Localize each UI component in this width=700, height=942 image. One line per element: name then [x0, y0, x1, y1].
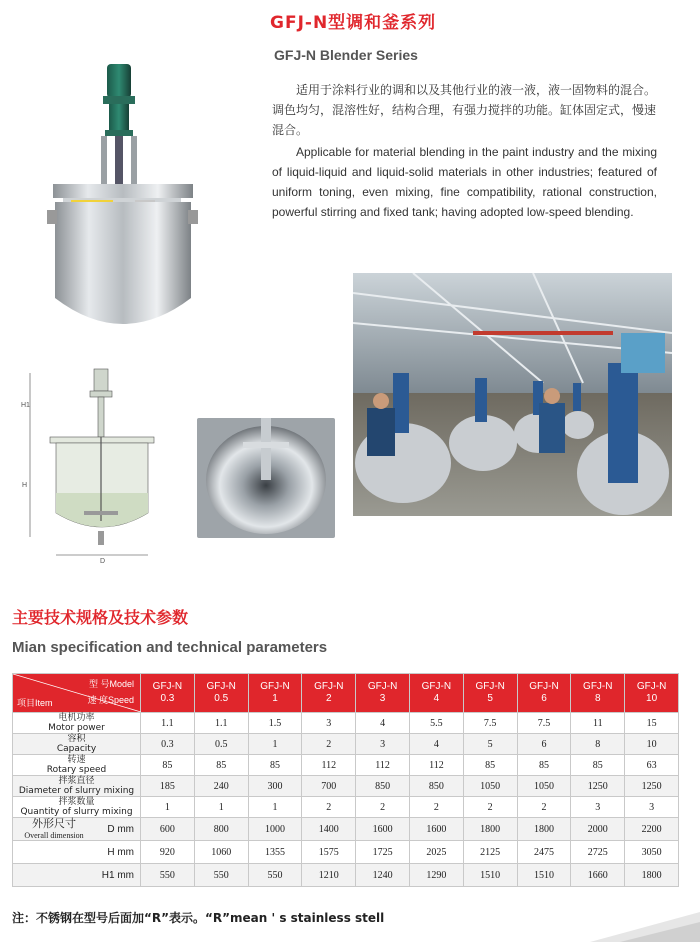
- table-cell: 85: [463, 755, 517, 776]
- table-row: [13, 797, 679, 818]
- description-english: Applicable for material blending in the paint industry and the mixing of liquid-liquid and liquid-solid materials in other industries; featured of uniform toning, even mixing, fine compatibility, rational construction, powerful stirring and fixed tank; having adopted low-speed blending.: [272, 145, 657, 219]
- corner-decoration: [590, 912, 700, 942]
- table-cell: 2: [356, 797, 410, 818]
- table-cell: 800: [194, 818, 248, 841]
- spec-title-english: Mian specification and technical parameters: [12, 639, 328, 656]
- table-cell: 1: [194, 797, 248, 818]
- table-cell: 85: [517, 755, 571, 776]
- row-label: 容积 Capacity: [13, 734, 141, 755]
- table-cell: 2475: [517, 841, 571, 864]
- description-chinese: 适用于涂料行业的调和以及其他行业的液一液，液一固物料的混合。调色均匀，混溶性好，结构合理，有强力搅拌的功能。缸体固定式，慢速混合。: [272, 83, 657, 137]
- table-cell: 1250: [571, 776, 625, 797]
- table-cell: 1575: [302, 841, 356, 864]
- table-cell: 0.5: [194, 734, 248, 755]
- table-cell: 4: [409, 734, 463, 755]
- dim-label-d: D: [100, 558, 106, 565]
- table-cell: 1060: [194, 841, 248, 864]
- table-cell: 1: [141, 797, 195, 818]
- table-cell: 7.5: [463, 713, 517, 734]
- table-cell: 5.5: [409, 713, 463, 734]
- row-label: 转速 Rotary speed: [13, 755, 141, 776]
- spec-table: [12, 673, 679, 887]
- row-label: 电机功率 Motor power: [13, 713, 141, 734]
- page-subtitle: GFJ-N Blender Series: [274, 47, 418, 63]
- table-cell: 11: [571, 713, 625, 734]
- table-cell: 1290: [409, 864, 463, 887]
- table-cell: 2: [409, 797, 463, 818]
- table-cell: 1: [248, 734, 302, 755]
- table-cell: 240: [194, 776, 248, 797]
- table-cell: 185: [141, 776, 195, 797]
- table-cell: 1400: [302, 818, 356, 841]
- table-row: [13, 841, 679, 864]
- table-row: [13, 864, 679, 887]
- table-cell: 2: [463, 797, 517, 818]
- table-cell: 3: [571, 797, 625, 818]
- table-cell: 1600: [356, 818, 410, 841]
- table-cell: 2200: [625, 818, 679, 841]
- table-cell: 8: [571, 734, 625, 755]
- table-cell: 1510: [463, 864, 517, 887]
- table-cell: 85: [248, 755, 302, 776]
- tank-interior-photo: [197, 418, 335, 538]
- dim-unit-h: H mm: [107, 846, 134, 858]
- table-cell: 1800: [463, 818, 517, 841]
- model-header: GFJ-N 5: [463, 674, 517, 713]
- corner-model-label: 型 号Model: [88, 679, 134, 689]
- table-cell: 0.3: [141, 734, 195, 755]
- dim-unit-d: D mm: [107, 823, 134, 835]
- table-cell: 112: [302, 755, 356, 776]
- table-cell: 10: [625, 734, 679, 755]
- table-cell: 1210: [302, 864, 356, 887]
- table-cell: 4: [356, 713, 410, 734]
- table-cell: 1660: [571, 864, 625, 887]
- table-cell: 1240: [356, 864, 410, 887]
- table-cell: 1510: [517, 864, 571, 887]
- table-cell: 300: [248, 776, 302, 797]
- table-cell: 1250: [625, 776, 679, 797]
- table-cell: 5: [463, 734, 517, 755]
- table-header-row: [13, 674, 679, 713]
- table-cell: 2000: [571, 818, 625, 841]
- table-cell: 2: [302, 797, 356, 818]
- table-cell: 550: [248, 864, 302, 887]
- table-cell: 112: [409, 755, 463, 776]
- table-cell: 2725: [571, 841, 625, 864]
- footnote: 注：不锈钢在型号后面加“R”表示。“R”mean ' s stainless stell: [12, 911, 385, 925]
- table-cell: 1000: [248, 818, 302, 841]
- table-cell: 550: [194, 864, 248, 887]
- table-cell: 1050: [517, 776, 571, 797]
- dim-label-h1: H1: [21, 402, 30, 409]
- table-cell: 2025: [409, 841, 463, 864]
- table-cell: 7.5: [517, 713, 571, 734]
- model-header: GFJ-N 3: [356, 674, 410, 713]
- table-cell: 1355: [248, 841, 302, 864]
- table-cell: 2125: [463, 841, 517, 864]
- table-cell: 3: [356, 734, 410, 755]
- table-cell: 6: [517, 734, 571, 755]
- table-cell: 1600: [409, 818, 463, 841]
- model-header: GFJ-N 2: [302, 674, 356, 713]
- table-row: [13, 734, 679, 755]
- model-header: GFJ-N 0.3: [141, 674, 195, 713]
- model-header: GFJ-N 8: [571, 674, 625, 713]
- table-cell: 920: [141, 841, 195, 864]
- table-cell: 850: [356, 776, 410, 797]
- table-row: [13, 755, 679, 776]
- table-cell: 112: [356, 755, 410, 776]
- table-cell: 2: [302, 734, 356, 755]
- table-cell: 3050: [625, 841, 679, 864]
- corner-speed-label: 速 度Speed: [87, 695, 134, 705]
- table-row: [13, 818, 679, 841]
- model-header: GFJ-N 1: [248, 674, 302, 713]
- table-cell: 1800: [517, 818, 571, 841]
- table-cell: 3: [302, 713, 356, 734]
- table-row: [13, 713, 679, 734]
- table-cell: 3: [625, 797, 679, 818]
- table-cell: 600: [141, 818, 195, 841]
- table-cell: 85: [571, 755, 625, 776]
- model-header: GFJ-N 0.5: [194, 674, 248, 713]
- tank-diagram: [18, 365, 173, 565]
- table-cell: 1050: [463, 776, 517, 797]
- table-cell: 550: [141, 864, 195, 887]
- table-cell: 85: [194, 755, 248, 776]
- tank-photo: [45, 60, 200, 340]
- table-row: [13, 776, 679, 797]
- dim-label-h: H: [22, 482, 28, 489]
- table-cell: 1800: [625, 864, 679, 887]
- table-cell: 1: [248, 797, 302, 818]
- page-title: GFJ-N型调和釜系列: [270, 13, 437, 33]
- table-corner-header: [13, 674, 141, 713]
- model-header: GFJ-N 4: [409, 674, 463, 713]
- table-cell: 700: [302, 776, 356, 797]
- table-cell: 1.5: [248, 713, 302, 734]
- spec-title-chinese: 主要技术规格及技术参数: [12, 608, 189, 627]
- table-cell: 1.1: [194, 713, 248, 734]
- table-cell: 15: [625, 713, 679, 734]
- row-label: 拌浆数量 Quantity of slurry mixing: [13, 797, 141, 818]
- table-cell: 1.1: [141, 713, 195, 734]
- table-cell: 85: [141, 755, 195, 776]
- table-cell: 1725: [356, 841, 410, 864]
- table-cell: 63: [625, 755, 679, 776]
- dimension-label-cell: [13, 864, 141, 887]
- model-header: GFJ-N 6: [517, 674, 571, 713]
- table-cell: 2: [517, 797, 571, 818]
- row-label: 拌浆直径 Diameter of slurry mixing: [13, 776, 141, 797]
- table-cell: 850: [409, 776, 463, 797]
- model-header: GFJ-N 10: [625, 674, 679, 713]
- corner-item-label: 项目Item: [17, 698, 53, 708]
- factory-floor-photo: [353, 273, 672, 516]
- overall-dimension-label: 外形尺寸 Overall dimension: [24, 817, 84, 840]
- dim-unit-h1: H1 mm: [101, 869, 134, 881]
